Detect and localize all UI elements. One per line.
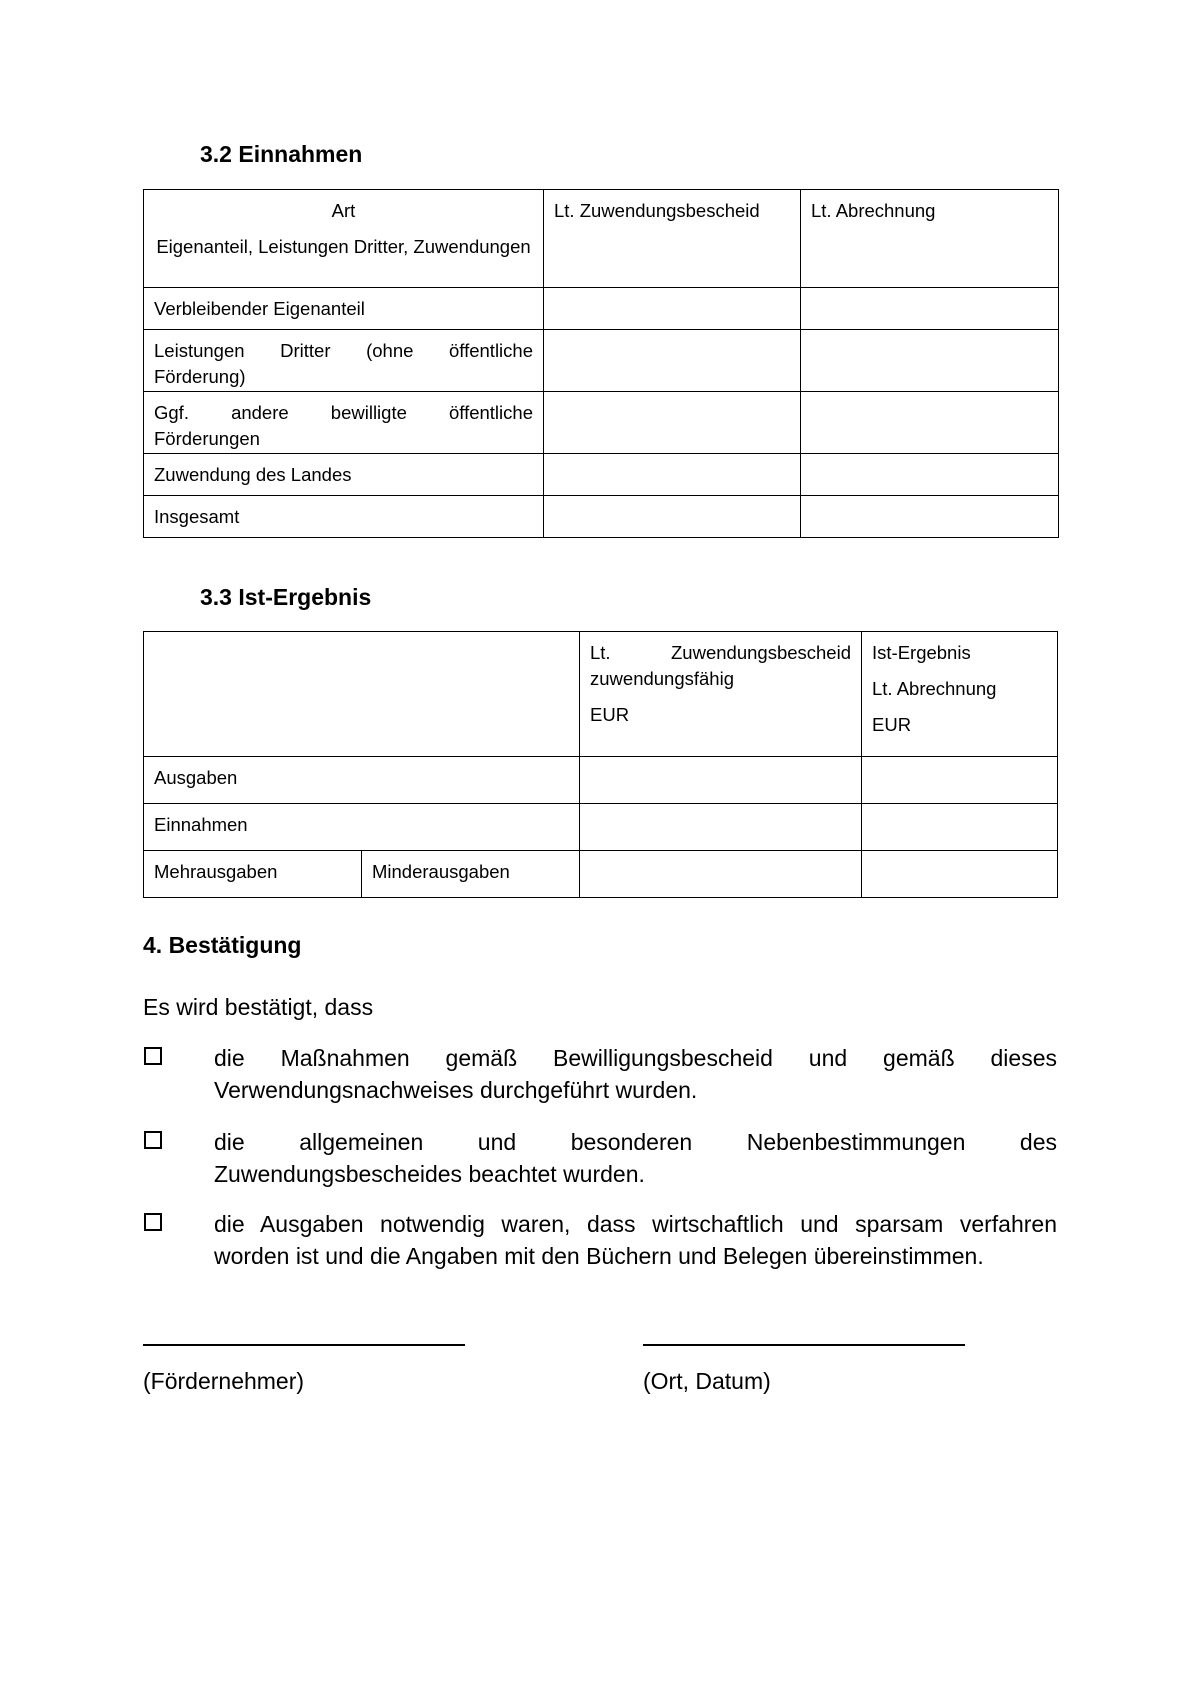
table-header-row [144,632,1058,757]
value-cell[interactable] [862,851,1058,898]
value-cell[interactable] [544,454,801,496]
value-cell[interactable] [544,330,801,392]
section-heading-bestaetigung: 4. Bestätigung [143,932,302,958]
value-cell[interactable] [862,757,1058,804]
header-cell-art [144,190,544,288]
checkbox-label: die Maßnahmen gemäß Bewilligungsbescheid und gemäß dieses Verwendungsnachweises durchgeführt wurden. [214,1045,1057,1103]
value-cell[interactable] [862,804,1058,851]
header-art-sublabel: Eigenanteil, Leistungen Dritter, Zuwendungen [156,236,531,257]
checkbox[interactable] [144,1131,162,1149]
header-ist-unit: EUR [872,714,912,735]
checkbox-label: die Ausgaben notwendig waren, dass wirtschaftlich und sparsam verfahren worden ist und die Angaben mit den Büchern und Belegen übereinstimmen. [214,1211,1057,1269]
table-row [144,851,1058,898]
value-cell[interactable] [580,851,862,898]
table-row [144,288,1059,330]
header-cell-bescheid: Lt. Zuwendungsbescheid [544,190,801,288]
row-label: Insgesamt [144,496,544,538]
signature-line-ort-datum[interactable] [643,1344,965,1346]
header-bescheid-unit: EUR [590,704,630,725]
table-row [144,454,1059,496]
checkbox[interactable] [144,1047,162,1065]
row-label-ausgaben: Ausgaben [144,757,580,804]
row-label: Leistungen Dritter (ohne öffentliche Förderung) [144,330,544,392]
header-cell-ist [862,632,1058,757]
table-row [144,757,1058,804]
signature-label-foerdernehmer: (Fördernehmer) [143,1368,305,1394]
bestaetigung-intro: Es wird bestätigt, dass [143,994,374,1020]
value-cell[interactable] [580,804,862,851]
row-label-einnahmen: Einnahmen [144,804,580,851]
header-cell-bescheid [580,632,862,757]
value-cell[interactable] [544,288,801,330]
checkbox[interactable] [144,1213,162,1231]
header-art-label: Art [331,200,356,221]
checkbox-label: die allgemeinen und besonderen Nebenbestimmungen des Zuwendungsbescheides beachtet wurden. [214,1129,1057,1187]
ist-ergebnis-table [143,631,1058,898]
table-row [144,496,1059,538]
value-cell[interactable] [580,757,862,804]
signature-label-ort-datum: (Ort, Datum) [643,1368,771,1394]
header-ist-sublabel: Lt. Abrechnung [872,678,997,699]
value-cell[interactable] [801,288,1059,330]
header-ist-label: Ist-Ergebnis [872,642,971,663]
table-row [144,330,1059,392]
header-cell-abrechnung: Lt. Abrechnung [801,190,1059,288]
row-label-mehrausgaben: Mehrausgaben [144,851,362,898]
row-label: Zuwendung des Landes [144,454,544,496]
value-cell[interactable] [801,330,1059,392]
header-bescheid-label: Lt. Zuwendungsbescheid zuwendungsfähig [590,642,851,689]
section-heading-ist-ergebnis: 3.3 Ist-Ergebnis [200,584,372,610]
value-cell[interactable] [801,496,1059,538]
table-row [144,392,1059,454]
row-label-minderausgaben: Minderausgaben [362,851,580,898]
signature-line-foerdernehmer[interactable] [143,1344,465,1346]
header-cell-empty [144,632,580,757]
table-row [144,804,1058,851]
table-header-row [144,190,1059,288]
row-label: Verbleibender Eigenanteil [144,288,544,330]
value-cell[interactable] [801,454,1059,496]
row-label: Ggf. andere bewilligte öffentliche Förderungen [144,392,544,454]
einnahmen-table [143,189,1059,538]
section-heading-einnahmen: 3.2 Einnahmen [200,141,363,167]
value-cell[interactable] [544,392,801,454]
value-cell[interactable] [801,392,1059,454]
value-cell[interactable] [544,496,801,538]
